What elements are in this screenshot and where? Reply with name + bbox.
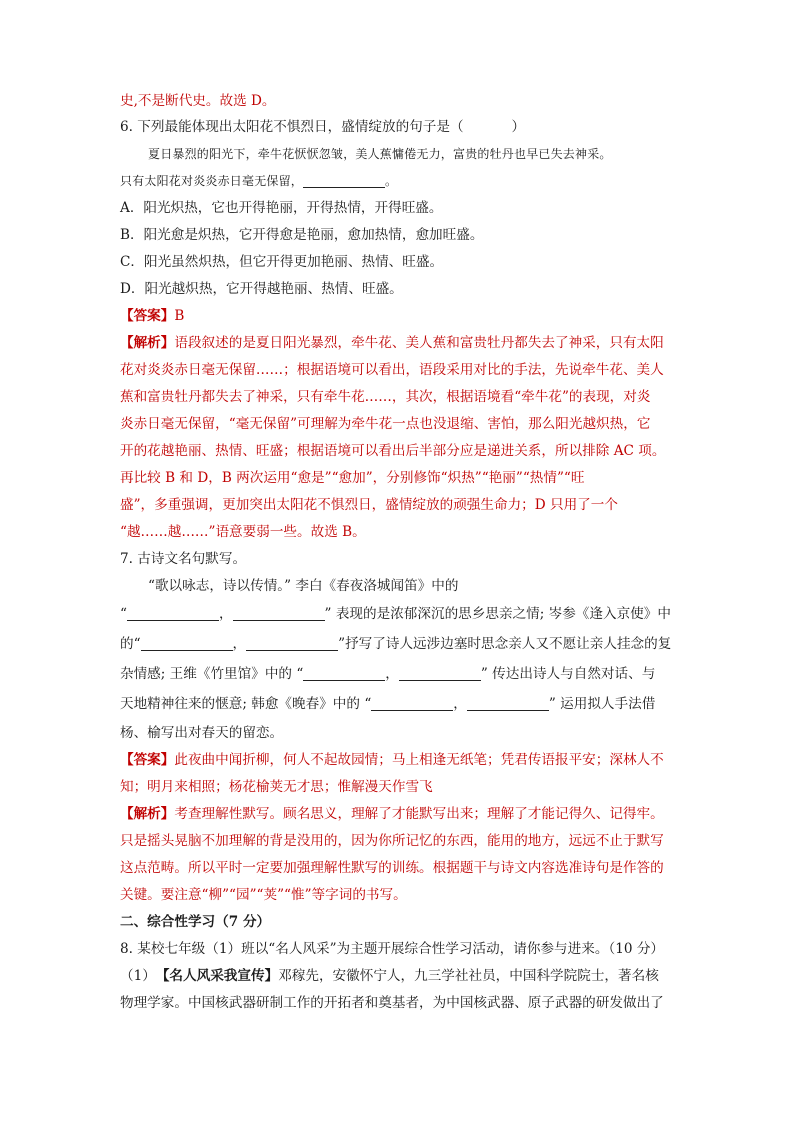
fill-blank (467, 698, 549, 711)
question-7-line2: “ ， ” 表现的是浓郁深沉的思乡思亲之情; 岑参《逢入京使》中 (120, 606, 671, 622)
fill-blank (303, 668, 385, 681)
option-a: A．阳光炽热，它也开得艳丽，开得热情，开得旺盛。 (120, 199, 443, 216)
analysis-line: 开的花越艳丽、热情、旺盛；根据语境可以看出后半部分应是递进关系，所以排除 AC 项。 (120, 442, 666, 459)
analysis-label: 【解析】 (120, 334, 175, 351)
analysis-line: 这点范畴。所以平时一定要加强理解性默写的训练。根据题干与诗文内容选准诗句是作答的 (120, 859, 664, 876)
fill-blank (371, 698, 453, 711)
question-7-line5: 天地精神往来的惬意; 韩愈《晚春》中的 “ ， ” 运用拟人手法借 (120, 696, 656, 712)
excerpt-text: 只有太阳花对炎炎赤日毫无保留， (120, 174, 304, 188)
question-7-answer (120, 746, 680, 800)
analysis-line: “越……越……”语意要弱一些。故选 B。 (120, 523, 366, 540)
excerpt-end: 。 (385, 174, 398, 188)
option-d: D．阳光越炽热，它开得越艳丽、热情、旺盛。 (120, 280, 403, 297)
question-7-analysis (120, 800, 680, 908)
question-7-stem: 7. 古诗文名句默写。 (120, 550, 247, 567)
question-8-stem: 8. 某校七年级（1）班以“名人风采”为主题开展综合性学习活动，请你参与进来。（10 分） (120, 940, 665, 957)
analysis-line: 花对炎炎赤日毫无保留……；根据语境可以看出，语段采用对比的手法，先说牵牛花、美人 (120, 361, 664, 378)
previous-analysis-tail: 史,不是断代史。故选 D。 (120, 93, 276, 109)
answer-value: B (174, 307, 185, 324)
answer-line: 知；明月来相照；杨花榆荚无才思；惟解漫天作雪飞 (120, 778, 433, 795)
section-2-title: 二、综合性学习（7 分） (120, 913, 271, 930)
question-6-stem (120, 114, 680, 140)
fill-blank (127, 608, 219, 621)
analysis-line: 蕉和富贵牡丹都失去了神采，只有牵牛花……，其次，根据语境看“牵牛花”的表现，对炎 (120, 388, 651, 405)
answer-label: 【答案】 (120, 751, 175, 768)
analysis-line: 炎赤日毫无保留，“毫无保留”可理解为牵牛花一点也没退缩、害怕，那么阳光越炽热，它 (120, 415, 651, 432)
question-6-excerpt-line2 (120, 168, 680, 194)
analysis-line: 考查理解性默写。顾名思义，理解了才能默写出来；理解了才能记得久、记得牢。 (174, 805, 664, 822)
question-6-paren-close: ） (511, 119, 526, 135)
sub1-label: 【名人风采我宣传】 (155, 967, 279, 984)
question-7-line4: 杂情感; 王维《竹里馆》中的 “ ， ” 传达出诗人与自然对话、与 (120, 666, 656, 682)
fill-blank (141, 638, 233, 651)
option-c: C．阳光虽然炽热，但它开得更加艳丽、热情、旺盛。 (120, 253, 444, 270)
analysis-line: 语段叙述的是夏日阳光暴烈，牵牛花、美人蕉和富贵牡丹都失去了神采，只有太阳 (174, 334, 664, 351)
analysis-line: 盛”，多重强调，更加突出太阳花不惧烈日，盛情绽放的顽强生命力；D 只用了一个 (120, 496, 618, 513)
answer-line: 此夜曲中闻折柳，何人不起故园情；马上相逢无纸笔；凭君传语报平安；深林人不 (174, 751, 664, 768)
question-7-line1: “歌以咏志，诗以传情。” 李白《春夜洛城闻笛》中的 (148, 577, 459, 594)
question-7-line3: 的“ ， ”抒写了诗人远涉边塞时思念亲人又不愿让亲人挂念的复 (120, 636, 672, 652)
analysis-label: 【解析】 (120, 805, 175, 822)
document-page (120, 88, 680, 1016)
question-6-text: 6. 下列最能体现出太阳花不惧烈日，盛情绽放的句子是（ (120, 119, 464, 135)
analysis-line: 只是摇头晃脑不加理解的背是没用的，因为你所记忆的东西，能用的地方，远远不止于默写 (120, 832, 664, 849)
question-8-sub1-line2: 物理学家。中国核武器研制工作的开拓者和奠基者，为中国核武器、原子武器的研发做出了 (120, 994, 664, 1011)
answer-label: 【答案】 (120, 307, 175, 324)
question-6-analysis (120, 329, 680, 545)
option-b: B．阳光愈是炽热，它开得愈是艳丽，愈加热情，愈加旺盛。 (120, 226, 484, 243)
analysis-line: 再比较 B 和 D，B 两次运用“愈是”“愈加”，分别修饰“炽热”“艳丽”“热情”“旺 (120, 469, 585, 486)
question-7-line6: 杨、榆写出对春天的留恋。 (120, 724, 284, 741)
fill-blank (303, 175, 385, 188)
question-6-excerpt-line1: 夏日暴烈的阳光下，牵牛花恹恹忽皱，美人蕉慵倦无力，富贵的牡丹也早已失去神采。 (148, 147, 612, 161)
question-6-answer (120, 302, 680, 329)
fill-blank (233, 608, 325, 621)
fill-blank (246, 638, 338, 651)
question-8-sub1: （1） 【名人风采我宣传】 邓稼先，安徽怀宁人，九三学社社员，中国科学院院士，著名核 (120, 967, 659, 984)
fill-blank (399, 668, 481, 681)
analysis-line: 关键。要注意“柳”“园”“荚”“惟”等字词的书写。 (120, 886, 407, 903)
